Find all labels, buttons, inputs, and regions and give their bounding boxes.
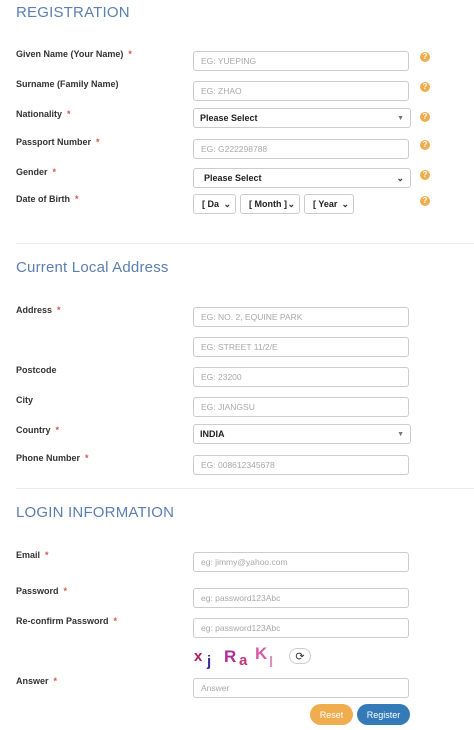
captcha-char: j <box>207 653 212 669</box>
required-marker: * <box>52 167 57 177</box>
required-marker: * <box>113 616 118 626</box>
required-marker: * <box>75 194 79 204</box>
captcha-image <box>193 643 283 669</box>
nationality-selected-value: Please Select <box>200 113 258 123</box>
help-icon[interactable]: ? <box>420 52 430 62</box>
dob-label: Date of Birth * <box>16 194 79 204</box>
country-label: Country * <box>16 425 60 435</box>
address-line2-input[interactable] <box>193 337 409 357</box>
register-button[interactable]: Register <box>357 704 410 725</box>
email-input[interactable] <box>193 552 409 572</box>
city-input[interactable] <box>193 397 409 417</box>
captcha-char: R <box>224 647 237 666</box>
refresh-icon: ⟳ <box>295 650 305 663</box>
surname-label: Surname (Family Name) <box>16 79 119 89</box>
given-name-label: Given Name (Your Name) * <box>16 49 132 59</box>
required-marker: * <box>63 586 68 596</box>
section-divider <box>16 243 474 244</box>
chevron-down-icon: ⌄ <box>396 172 404 183</box>
captcha-char: a <box>239 652 248 669</box>
required-marker: * <box>53 676 58 686</box>
address-line1-input[interactable] <box>193 307 409 327</box>
required-marker: * <box>67 109 71 119</box>
section-divider <box>16 488 474 489</box>
answer-input[interactable] <box>193 678 409 698</box>
address-label: Address * <box>16 305 61 315</box>
help-icon[interactable]: ? <box>420 82 430 92</box>
captcha-char: K <box>255 644 268 663</box>
passport-label: Passport Number * <box>16 137 100 147</box>
reconfirm-password-label: Re-confirm Password * <box>16 616 118 626</box>
caret-down-icon: ▼ <box>397 430 404 438</box>
reconfirm-password-input[interactable] <box>193 618 409 638</box>
required-marker: * <box>85 453 89 463</box>
chevron-down-icon: ⌄ <box>341 198 349 209</box>
passport-input[interactable] <box>193 139 409 159</box>
given-name-input[interactable] <box>193 51 409 71</box>
postcode-label: Postcode <box>16 365 57 375</box>
captcha-char: x <box>194 648 203 665</box>
dob-month-select[interactable]: [ Month ] ⌄ <box>240 194 300 214</box>
required-marker: * <box>57 305 61 315</box>
chevron-down-icon: ⌄ <box>287 198 295 209</box>
login-title: LOGIN INFORMATION <box>16 504 175 521</box>
gender-selected-value: Please Select <box>204 173 262 183</box>
phone-label: Phone Number * <box>16 453 89 463</box>
required-marker: * <box>96 137 100 147</box>
required-marker: * <box>45 550 49 560</box>
caret-down-icon: ▼ <box>397 114 404 122</box>
country-select[interactable] <box>193 424 411 444</box>
chevron-down-icon: ⌄ <box>223 198 231 209</box>
refresh-captcha-button[interactable] <box>289 648 311 664</box>
reset-button[interactable]: Reset <box>310 704 353 725</box>
phone-input[interactable] <box>193 455 409 475</box>
help-icon[interactable]: ? <box>420 140 430 150</box>
password-label: Password * <box>16 586 68 596</box>
address-title: Current Local Address <box>16 259 169 276</box>
surname-input[interactable] <box>193 81 409 101</box>
answer-label: Answer * <box>16 676 58 686</box>
email-label: Email * <box>16 550 49 560</box>
city-label: City <box>16 395 34 405</box>
captcha-char: l <box>269 654 274 669</box>
gender-label: Gender * <box>16 167 57 177</box>
country-selected-value: INDIA <box>200 429 225 439</box>
dob-day-select[interactable]: [ Da ⌄ <box>193 194 236 214</box>
required-marker: * <box>128 49 132 59</box>
password-input[interactable] <box>193 588 409 608</box>
registration-title: REGISTRATION <box>16 4 130 21</box>
nationality-label: Nationality * <box>16 109 71 119</box>
gender-select[interactable] <box>193 168 411 188</box>
dob-year-select[interactable]: [ Year ⌄ <box>304 194 354 214</box>
nationality-select[interactable] <box>193 108 411 128</box>
postcode-input[interactable] <box>193 367 409 387</box>
help-icon[interactable]: ? <box>420 112 430 122</box>
help-icon[interactable]: ? <box>420 196 430 206</box>
help-icon[interactable]: ? <box>420 170 430 180</box>
required-marker: * <box>55 425 60 435</box>
